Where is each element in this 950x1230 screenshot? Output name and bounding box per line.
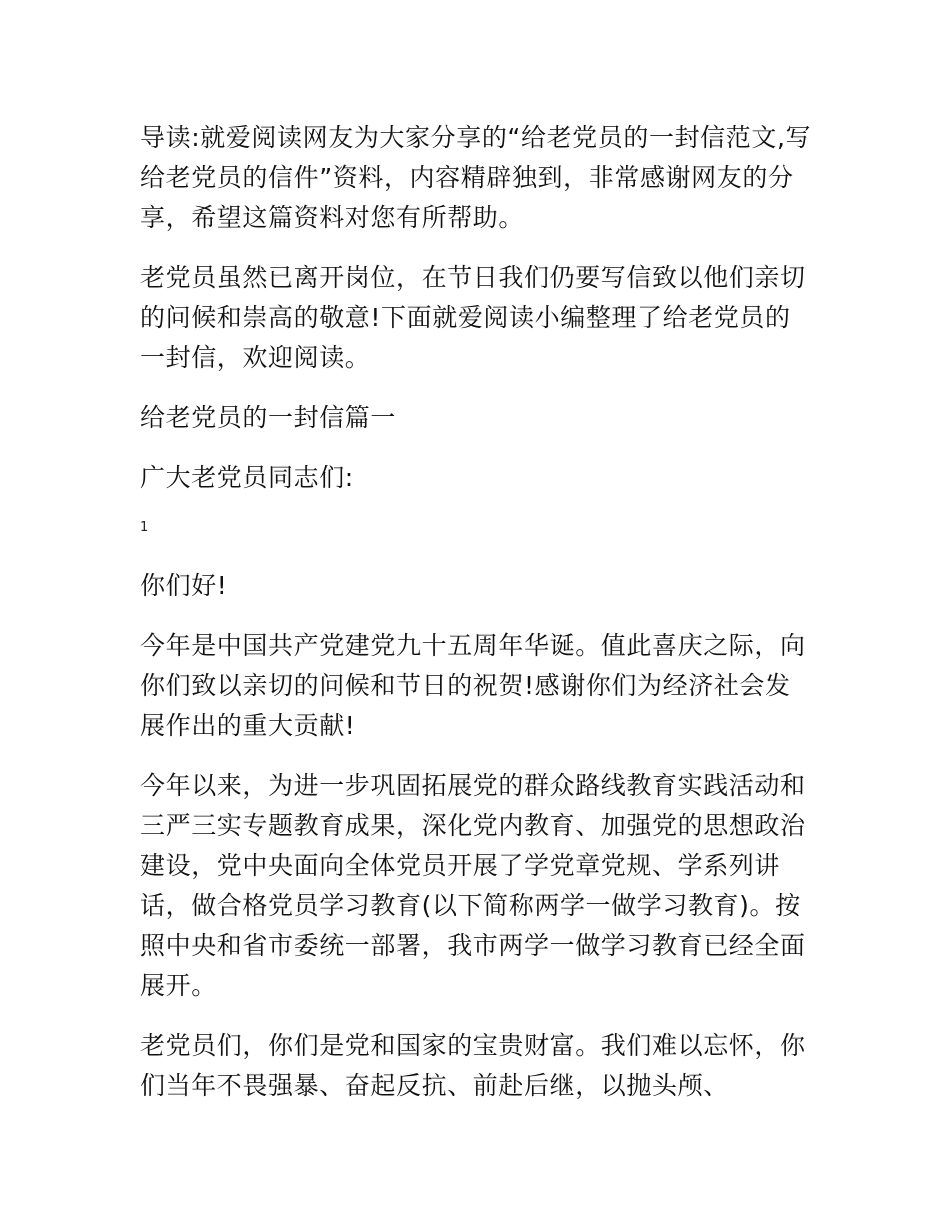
intro-paragraph: 导读:就爱阅读网友为大家分享的“给老党员的一封信范文,写给老党员的信件”资料，内容精辟独到，非常感谢网友的分享，希望这篇资料对您有所帮助。: [140, 123, 812, 232]
body-paragraph: 老党员们，你们是党和国家的宝贵财富。我们难以忘怀，你们当年不畏强暴、奋起反抗、前赴后继，以抛头颅、: [140, 1031, 806, 1100]
body-paragraph: 今年是中国共产党建党九十五周年华诞。值此喜庆之际，向你们致以亲切的问候和节日的祝贺!感谢你们为经济社会发展作出的重大贡献!: [140, 631, 806, 740]
salutation: 广大老党员同志们:: [140, 463, 354, 492]
section-title: 给老党员的一封信篇一: [140, 403, 397, 432]
document-body: [140, 118, 812, 1126]
greeting: 你们好!: [140, 571, 228, 600]
page-number: 1: [140, 520, 149, 535]
summary-paragraph: 老党员虽然已离开岗位，在节日我们仍要写信致以他们亲切的问候和崇高的敬意!下面就爱阅读小编整理了给老党员的一封信，欢迎阅读。: [140, 263, 806, 372]
body-paragraph: 今年以来，为进一步巩固拓展党的群众路线教育实践活动和三严三实专题教育成果，深化党内教育、加强党的思想政治建设，党中央面向全体党员开展了学党章党规、学系列讲话，做合格党员学习教育(以下简称两学一做学习教育)。按照中央和省市委统一部署，我市两学一做学习教育已经全面展开。: [140, 771, 806, 1000]
